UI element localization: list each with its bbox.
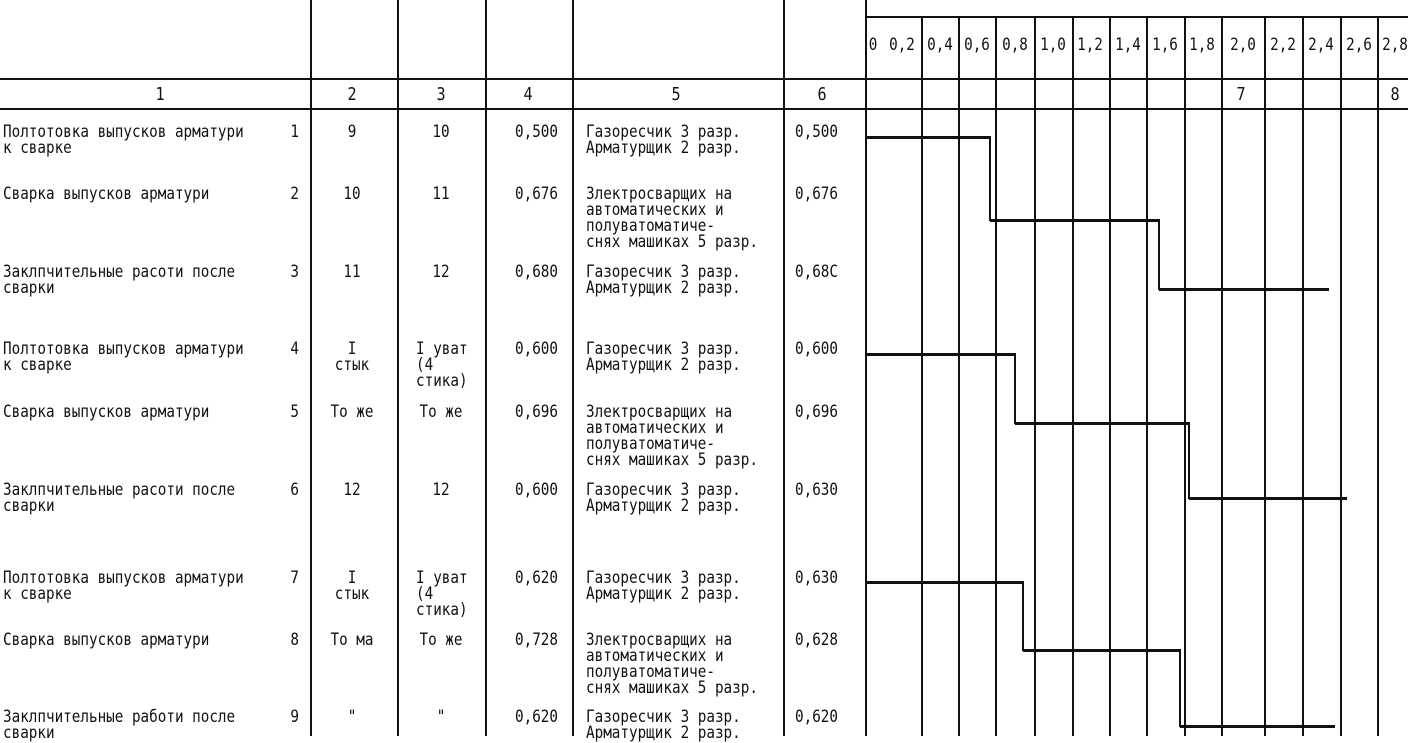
time-grid-line <box>1264 16 1266 736</box>
crew-composition: полуватоматиче- <box>586 434 715 454</box>
column-2-value: 11 <box>343 262 361 282</box>
labor-hours-value: 0,620 <box>515 707 558 727</box>
duration-value: 0,696 <box>795 402 838 422</box>
operation-name: сварки <box>3 496 55 516</box>
crew-composition: автоматических и <box>586 200 724 220</box>
scale-tick-label: 2,6 <box>1346 35 1372 55</box>
row-number: 4 <box>290 339 299 359</box>
schedule-bar <box>1015 422 1189 425</box>
operation-name: Заклпчительные расоти после <box>3 262 236 282</box>
time-grid-line <box>1109 16 1111 736</box>
crew-composition: Газоресчик 3 разр. <box>586 262 741 282</box>
time-grid-line <box>1184 16 1186 736</box>
operation-name: Полтотовка выпусков арматури <box>3 339 244 359</box>
duration-value: 0,500 <box>795 122 838 142</box>
crew-composition: Злектросварщих на <box>586 630 733 650</box>
operation-name: Сварка выпусков арматури <box>3 184 210 204</box>
column-number-label: 2 <box>347 84 357 105</box>
row-number: 8 <box>290 630 299 650</box>
crew-composition: Газоресчик 3 разр. <box>586 707 741 727</box>
crew-composition: снях машиках 5 разр. <box>586 678 758 698</box>
crew-composition: Арматурщик 2 разр. <box>586 278 741 298</box>
scale-tick-label: 0,8 <box>1002 35 1028 55</box>
crew-composition: Газоресчик 3 разр. <box>586 339 741 359</box>
column-2-value: То же <box>330 402 374 422</box>
column-number-label: 4 <box>523 84 533 105</box>
schedule-bar <box>865 581 1023 584</box>
labor-hours-value: 0,600 <box>515 480 558 500</box>
column-3-value: стика) <box>416 600 468 620</box>
operation-name: сварки <box>3 723 55 743</box>
time-grid-line <box>1302 16 1304 736</box>
row-number: 6 <box>290 480 299 500</box>
column-3-value: 11 <box>432 184 450 204</box>
column-3-value: 12 <box>432 480 450 500</box>
column-3-value: стика) <box>416 371 468 391</box>
column-2-value: 12 <box>343 480 361 500</box>
column-number-label: 8 <box>1390 84 1400 105</box>
header-rule-bottom <box>0 108 1408 110</box>
time-grid-line <box>1146 16 1148 736</box>
column-3-value: I уват <box>416 568 468 588</box>
crew-composition: Арматурщик 2 разр. <box>586 723 741 743</box>
duration-value: 0,630 <box>795 568 838 588</box>
column-number-label: 3 <box>436 84 446 105</box>
column-3-value: (4 <box>416 584 434 604</box>
scale-tick-label: 2,2 <box>1270 35 1296 55</box>
labor-hours-value: 0,600 <box>515 339 558 359</box>
column-3-value: 10 <box>432 122 450 142</box>
crew-composition: Газоресчик 3 разр. <box>586 480 741 500</box>
column-number-label: 7 <box>1236 84 1246 105</box>
time-grid-line <box>921 16 923 736</box>
scale-tick-label: 1,2 <box>1077 35 1103 55</box>
crew-composition: Арматурщик 2 разр. <box>586 496 741 516</box>
schedule-bar-connector <box>1158 219 1160 290</box>
crew-composition: Газоресчик 3 разр. <box>586 122 741 142</box>
duration-value: 0,620 <box>795 707 838 727</box>
duration-value: 0,628 <box>795 630 838 650</box>
column-3-value: То же <box>419 630 463 650</box>
schedule-bar-connector <box>1022 581 1024 651</box>
crew-composition: Арматурщик 2 разр. <box>586 584 741 604</box>
column-separator <box>485 0 487 736</box>
duration-value: 0,68С <box>795 262 838 282</box>
schedule-bar <box>1180 725 1335 728</box>
scale-tick-label: 0,6 <box>964 35 990 55</box>
schedule-bar <box>1159 288 1329 291</box>
schedule-bar <box>865 136 990 139</box>
crew-composition: снях машиках 5 разр. <box>586 232 758 252</box>
time-grid-line <box>958 16 960 736</box>
time-grid-line <box>1034 16 1036 736</box>
schedule-bar <box>1023 649 1180 652</box>
column-separator <box>783 0 785 736</box>
column-number-label: 1 <box>155 84 165 105</box>
row-number: 3 <box>290 262 299 282</box>
row-number: 7 <box>290 568 299 588</box>
schedule-bar-connector <box>1014 353 1016 424</box>
operation-name: Заклпчительные расоти после <box>3 480 236 500</box>
scale-tick-label: 1,0 <box>1040 35 1066 55</box>
column-2-value: " <box>347 707 357 727</box>
operation-name: Сварка выпусков арматури <box>3 630 210 650</box>
column-3-value: 12 <box>432 262 450 282</box>
operation-name: к сварке <box>3 138 72 158</box>
labor-hours-value: 0,676 <box>515 184 558 204</box>
crew-composition: Арматурщик 2 разр. <box>586 355 741 375</box>
row-number: 5 <box>290 402 299 422</box>
crew-composition: снях машиках 5 разр. <box>586 450 758 470</box>
scale-tick-label: 2,0 <box>1230 35 1256 55</box>
scale-tick-label: 1,4 <box>1115 35 1141 55</box>
column-2-value: То ма <box>330 630 374 650</box>
column-separator <box>865 0 867 736</box>
column-separator <box>310 0 312 736</box>
duration-value: 0,600 <box>795 339 838 359</box>
scale-tick-label: 1,8 <box>1189 35 1215 55</box>
operation-name: Полтотовка выпусков арматури <box>3 122 244 142</box>
labor-hours-value: 0,728 <box>515 630 558 650</box>
scale-tick-label: 0 <box>868 35 878 55</box>
crew-composition: Злектросварщих на <box>586 184 733 204</box>
column-2-value: I <box>347 339 357 359</box>
crew-composition: полуватоматиче- <box>586 216 715 236</box>
operation-name: к сварке <box>3 355 72 375</box>
operation-name: Полтотовка выпусков арматури <box>3 568 244 588</box>
crew-composition: Арматурщик 2 разр. <box>586 138 741 158</box>
scale-tick-label: 0,2 <box>889 35 915 55</box>
time-grid-line <box>1377 16 1379 736</box>
scale-tick-label: 0,4 <box>927 35 953 55</box>
crew-composition: Газоресчик 3 разр. <box>586 568 741 588</box>
column-2-value: стык <box>334 355 370 375</box>
schedule-bar <box>1189 497 1347 500</box>
operation-name: Заклпчительные работи после <box>3 707 236 727</box>
column-3-value: То же <box>419 402 463 422</box>
crew-composition: автоматических и <box>586 418 724 438</box>
schedule-bar-connector <box>1179 649 1181 727</box>
schedule-bar <box>990 219 1159 222</box>
column-3-value: (4 <box>416 355 434 375</box>
column-3-value: " <box>436 707 446 727</box>
time-grid-line <box>1340 16 1342 736</box>
operation-name: к сварке <box>3 584 72 604</box>
labor-hours-value: 0,696 <box>515 402 558 422</box>
crew-composition: Злектросварщих на <box>586 402 733 422</box>
column-number-label: 6 <box>817 84 827 105</box>
scale-tick-label: 1,6 <box>1152 35 1178 55</box>
row-number: 9 <box>290 707 299 727</box>
column-separator <box>572 0 574 736</box>
crew-composition: полуватоматиче- <box>586 662 715 682</box>
column-3-value: I уват <box>416 339 468 359</box>
schedule-bar-connector <box>989 136 991 221</box>
schedule-bar <box>865 353 1015 356</box>
scale-tick-label: 2,4 <box>1308 35 1334 55</box>
column-2-value: I <box>347 568 357 588</box>
time-grid-line <box>995 16 997 736</box>
duration-value: 0,676 <box>795 184 838 204</box>
header-rule-top <box>0 78 1408 80</box>
row-number: 1 <box>290 122 299 142</box>
time-grid-line <box>1072 16 1074 736</box>
duration-value: 0,630 <box>795 480 838 500</box>
time-grid-line <box>1221 16 1223 736</box>
column-2-value: стык <box>334 584 370 604</box>
scale-tick-label: 2,8 <box>1382 35 1408 55</box>
labor-hours-value: 0,680 <box>515 262 558 282</box>
crew-composition: автоматических и <box>586 646 724 666</box>
scale-top-rule <box>865 16 1408 18</box>
operation-name: сварки <box>3 278 55 298</box>
column-separator <box>397 0 399 736</box>
schedule-bar-connector <box>1188 422 1190 499</box>
labor-hours-value: 0,500 <box>515 122 558 142</box>
labor-hours-value: 0,620 <box>515 568 558 588</box>
row-number: 2 <box>290 184 299 204</box>
column-2-value: 9 <box>347 122 357 142</box>
operation-name: Сварка выпусков арматури <box>3 402 210 422</box>
column-number-label: 5 <box>671 84 681 105</box>
column-2-value: 10 <box>343 184 361 204</box>
